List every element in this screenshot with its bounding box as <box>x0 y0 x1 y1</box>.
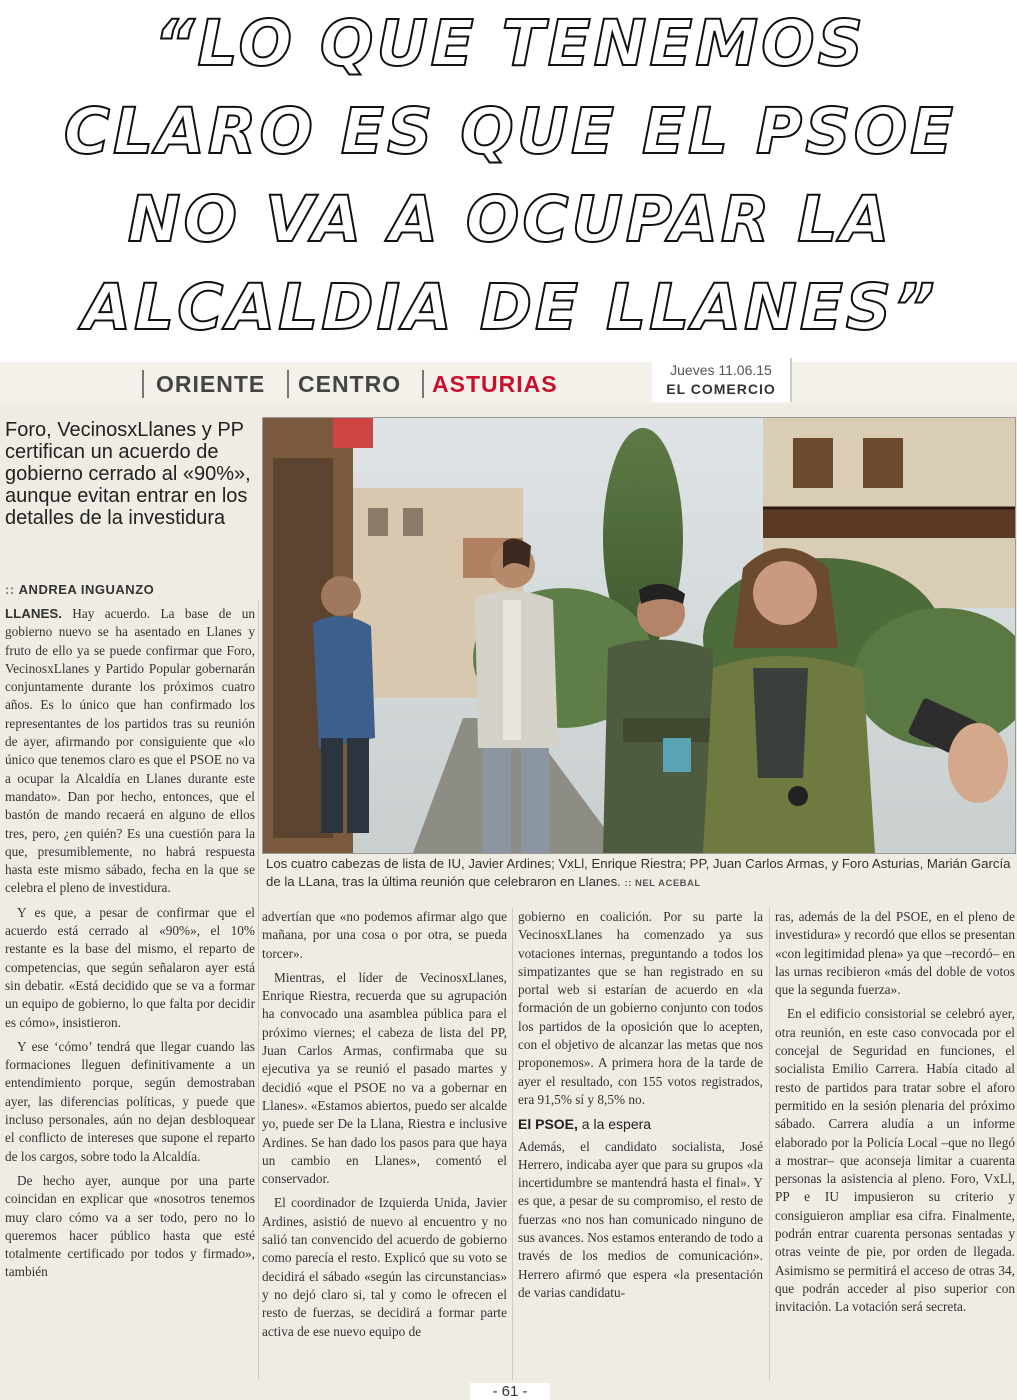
quote-line-4: ALCALDIA DE LLANES” <box>82 271 938 344</box>
article-column-3 <box>518 908 763 1380</box>
section-centro: CENTRO <box>298 371 402 397</box>
section-oriente: ORIENTE <box>156 371 266 397</box>
article-headline: Foro, VecinosxLlanes y PP certifican un acuerdo de gobierno cerrado al «90%», aunque evitan entrar en los detalles de la investidura <box>5 419 251 529</box>
quote-line-3: NO VA A OCUPAR LA <box>127 183 893 256</box>
dateline-location: LLANES. <box>5 606 62 621</box>
article-photo <box>262 417 1016 854</box>
window-shutter <box>863 438 903 488</box>
balcony <box>763 508 1015 538</box>
section-asturias: ASTURIAS <box>432 371 558 397</box>
window-shutter <box>793 438 833 488</box>
subheading-bold: El PSOE, <box>518 1116 578 1133</box>
caption-text: Los cuatro cabezas de lista de IU, Javier Ardines; VxLl, Enrique Riestra; PP, Juan Carlos Armas, y Foro Asturias, Marián García de la LLana, tras la última reunión que celebraron en Llanes. <box>266 856 1011 889</box>
column-divider <box>258 600 259 1380</box>
window <box>368 508 388 536</box>
issue-date: Jueves 11.06.15 <box>670 362 772 378</box>
byline <box>5 582 255 597</box>
paragraph: En el edificio consistorial se celebró ayer, otra reunión, en este caso convocada por el concejal de Seguridad en funciones, el socialista Emilio Carrera. Había citado al resto de partidos para tratar sobre el aforo permitido en la sesión plenaria del próximo sábado. Carrera aludía a un informe elaborado por la Policía Local –que no llegó a mostrar– que aconseja limitar a cuarenta personas la asistencia al pleno. Foro, VxLl, PP e IU impusieron su criterio y consiguieron ampliar esa cifra. Finalmente, podrán entrar cuarenta personas sentadas y otras veinte de pie, por orden de llegada. Asimismo se permitirá el acceso de otras 34, que podrán acceder al piso superior con invitación. La votación será secreta. <box>775 1006 1015 1315</box>
byline-marker-icon: :: <box>5 582 15 597</box>
photo-caption <box>266 855 1016 893</box>
quote-headline <box>60 0 960 352</box>
quote-line-1: “LO QUE TENEMOS <box>153 7 867 80</box>
paragraph: Y es que, a pesar de confirmar que el acuerdo está cerrado al «90%», el 10% restante es la base del mismo, el reparto de competencias, que según señalaron ayer está sin debatir. «Está decidido que se va a formar un equipo de gobierno, lo que falta por decidir es cómo», insistieron. <box>5 904 255 1030</box>
column-divider <box>769 908 770 1380</box>
paragraph: advertían que «no podemos afirmar algo que mañana, por una cosa o por otra, se pueda torcer». <box>262 909 507 961</box>
dateline <box>652 358 792 402</box>
page-number: - 61 - <box>470 1383 550 1400</box>
article-column-4 <box>775 908 1015 1380</box>
paragraph-text: Hay acuerdo. La base de un gobierno nuevo se ha asentado en Llanes y fruto de ello ya se puede confirmar que Foro, VecinosxLlanes y Partido Popular gobernarán conjuntamente durante los próximos cuatro años. Es lo único que han confirmado los representantes de los partidos tras su reunión de ayer, afirmando por consiguiente que «lo único que tenemos claro es que el PSOE no va a ocupar la Alcaldía en Llanes durante este mandato». Dan por hecho, entonces, que el bastón de mando recaerá en alguno de ellos tres, pero, ¿en quién? Es una cuestión para la que, presumiblemente, no habrá respuesta hasta este mismo sábado, fecha en la que se celebra el pleno de investidura. <box>5 606 255 896</box>
paragraph: ras, además de la del PSOE, en el pleno de investidura» y recordó que ellos se presentan «con legitimidad plena» ya que –recordó– en las urnas recibieron «más del doble de votos que la segunda fuerza». <box>775 909 1015 998</box>
photo-credit: :: NEL ACEBAL <box>624 878 701 889</box>
byline-author: ANDREA INGUANZO <box>18 582 155 597</box>
section-separator <box>422 370 424 398</box>
subheading <box>518 1115 763 1133</box>
section-separator <box>142 370 144 398</box>
paragraph: Además, el candidato socialista, José Herrero, indicaba ayer que para su grupos «la incertidumbre se mantendrá hasta el final». Y es que, a pesar de su compromiso, el resto de fuerzas «no nos han comunicado ninguno de sus avances. Nos estamos enterando de todo a través de los medios de comunicación». Herrero afirmó que espera «la presentación de varias candidatu- <box>518 1138 763 1300</box>
paragraph: El coordinador de Izquierda Unida, Javier Ardines, asistió de nuevo al encuentro y no salió tan convencido del acuerdo de gobierno como parecía el resto. Explicó que su voto se decidirá el sábado «según las circunstancias» y no dejó claro si, tal y como le ofrecen el resto de fuerzas, se decidirá a formar parte activa de ese nuevo equipo de <box>262 1195 507 1339</box>
window <box>403 508 423 536</box>
paragraph-lead <box>5 605 255 898</box>
newspaper-name: EL COMERCIO <box>666 381 776 397</box>
column-divider <box>512 908 513 1380</box>
section-separator <box>287 370 289 398</box>
paragraph: gobierno en coalición. Por su parte la VecinosxLlanes ha comenzado ya sus votaciones internas, preguntando a todos los simpatizantes que se han registrado en su portal web si estarían de acuerdo en «la formación de un gobierno conjunto con todos los partidos de la oposición que lo acepten, con el objetivo de alcanzar las metas que nos proponemos». A primera hora de la tarde de ayer el resultado, con 155 votos registrados, era 91,5% sí y 8,5% no. <box>518 909 763 1107</box>
article-column-2 <box>262 908 507 1380</box>
article-column-1 <box>5 605 255 1380</box>
photo-illustration <box>263 418 1015 853</box>
red-sign <box>333 418 373 448</box>
quote-line-2: CLARO ES QUE EL PSOE <box>63 95 957 168</box>
paragraph: De hecho ayer, aunque por una parte coincidan en explicar que «nosotros tenemos muy claro cómo va a ser todo, pero no lo queremos hacer público hasta que esté totalmente certificado por todos y firmado», también <box>5 1172 255 1280</box>
paragraph: Y ese ‘cómo’ tendrá que llegar cuando las formaciones lleguen definitivamente a un entendimiento porque, según demostraban ayer, las diferencias políticas, y puede que incluso personales, aún no dejan desbloquear el conflicto de intereses que supone el reparto de los cargos, sobre todo la Alcaldía. <box>5 1038 255 1164</box>
subheading-rest: a la espera <box>577 1116 652 1133</box>
title-area <box>0 0 1017 362</box>
paragraph: Mientras, el líder de VecinosxLlanes, Enrique Riestra, recuerda que su agrupación ha convocado una asamblea pública para el próximo viernes; el cabeza de lista del PP, Juan Carlos Armas, confirmaba que su ejecutiva ya se reunió el pasado martes y decidió «que el PSOE no va a gobernar en Llanes». «Estamos abiertos, puedo ser alcalde yo, puede ser De la Llana, Riestra e inclusive Ardines. Se han dado los pasos para que haya un cambio en Llanes», comentó el conservador. <box>262 969 507 1187</box>
